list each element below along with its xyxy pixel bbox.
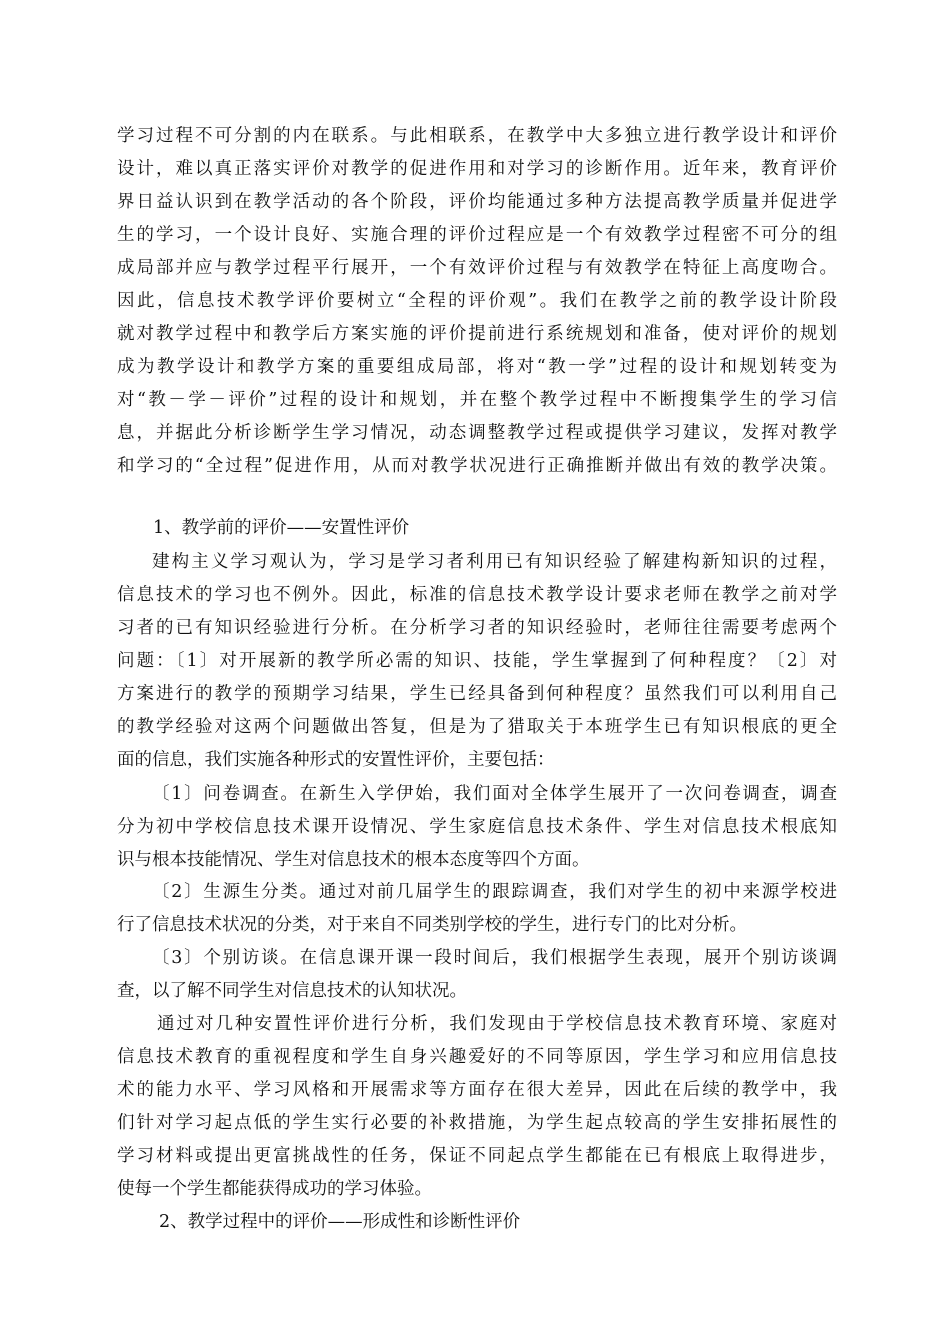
paragraph-classification	[117, 876, 837, 942]
text-line: 〔2〕生源生分类。通过对前几届学生的跟踪调查，我们对学生的初中来源学校进	[152, 882, 837, 902]
paragraph-interview	[117, 942, 837, 1008]
section-heading-text: 2、教学过程中的评价——形成性和诊断性评价	[159, 1212, 521, 1232]
text-line: 识与根本技能情况、学生对信息技术的根本态度等四个方面。	[117, 850, 590, 870]
text-line: 信息技术的学习也不例外。因此，标准的信息技术教学设计要求老师在教学之前对学	[117, 585, 837, 605]
text-line: 们针对学习起点低的学生实行必要的补救措施，为学生起点较高的学生安排拓展性的	[117, 1113, 837, 1133]
section-heading-1	[117, 512, 837, 545]
text-line: 设计，难以真正落实评价对教学的促进作用和对学习的诊断作用。近年来，教育评价	[117, 159, 837, 179]
text-line: 成为教学设计和教学方案的重要组成局部，将对“教一学”过程的设计和规划转变为	[117, 357, 837, 377]
text-line: 行了信息技术状况的分类，对于来自不同类别学校的学生，进行专门的比对分析。	[117, 915, 747, 935]
paragraph-questionnaire	[117, 778, 837, 877]
text-line: 和学习的“全过程”促进作用，从而对教学状况进行正确推断并做出有效的教学决策。	[117, 456, 837, 476]
text-line: 问题：〔1〕对开展新的教学所必需的知识、技能，学生掌握到了何种程度？〔2〕对	[117, 651, 837, 671]
text-line: 息，并据此分析诊断学生学习情况，动态调整教学过程或提供学习建议，发挥对教学	[117, 423, 837, 443]
text-line: 查，以了解不同学生对信息技术的认知状况。	[117, 981, 467, 1001]
text-line: 方案进行的教学的预期学习结果，学生已经具备到何种程度？虽然我们可以利用自己	[117, 684, 837, 704]
text-line: 学习过程不可分割的内在联系。与此相联系，在教学中大多独立进行教学设计和评价	[117, 126, 837, 146]
text-line: 通过对几种安置性评价进行分析，我们发现由于学校信息技术教育环境、家庭对	[157, 1014, 837, 1034]
paragraph-intro	[117, 120, 837, 483]
text-line: 界日益认识到在教学活动的各个阶段，评价均能通过多种方法提高教学质量并促进学	[117, 192, 837, 212]
text-line: 〔1〕问卷调查。在新生入学伊始，我们面对全体学生展开了一次问卷调查，调查	[152, 784, 837, 804]
text-line: 因此，信息技术教学评价要树立“全程的评价观”。我们在教学之前的教学设计阶段	[117, 291, 837, 311]
text-line: 学习材料或提出更富挑战性的任务，保证不同起点学生都能在已有根底上取得进步，	[117, 1146, 837, 1166]
paragraph-constructivism	[117, 546, 837, 777]
text-line: 建构主义学习观认为，学习是学习者利用已有知识经验了解建构新知识的过程，	[152, 552, 837, 572]
text-line: 成局部并应与教学过程平行展开，一个有效评价过程与有效教学在特征上高度吻合。	[117, 258, 837, 278]
text-line: 术的能力水平、学习风格和开展需求等方面存在很大差异，因此在后续的教学中，我	[117, 1080, 837, 1100]
text-line: 〔3〕个别访谈。在信息课开课一段时间后，我们根据学生表现，展开个别访谈调	[152, 948, 837, 968]
section-heading-text: 1、教学前的评价——安置性评价	[153, 518, 410, 538]
text-line: 生的学习，一个设计良好、实施合理的评价过程应是一个有效教学过程密不可分的组	[117, 225, 837, 245]
text-line: 就对教学过程中和教学后方案实施的评价提前进行系统规划和准备，使对评价的规划	[117, 324, 837, 344]
text-line: 习者的已有知识经验进行分析。在分析学习者的知识经验时，老师往往需要考虑两个	[117, 618, 837, 638]
text-line: 对“教－学－评价”过程的设计和规划，并在整个教学过程中不断搜集学生的学习信	[117, 390, 837, 410]
paragraph-analysis	[117, 1008, 837, 1206]
text-line: 信息技术教育的重视程度和学生自身兴趣爱好的不同等原因，学生学习和应用信息技	[117, 1047, 837, 1067]
text-line: 面的信息，我们实施各种形式的安置性评价，主要包括：	[117, 750, 555, 770]
section-heading-2	[117, 1206, 837, 1239]
text-line: 使每一个学生都能获得成功的学习体验。	[117, 1179, 432, 1199]
text-line: 的教学经验对这两个问题做出答复，但是为了猎取关于本班学生已有知识根底的更全	[117, 717, 837, 737]
text-line: 分为初中学校信息技术课开设情况、学生家庭信息技术条件、学生对信息技术根底知	[117, 817, 837, 837]
